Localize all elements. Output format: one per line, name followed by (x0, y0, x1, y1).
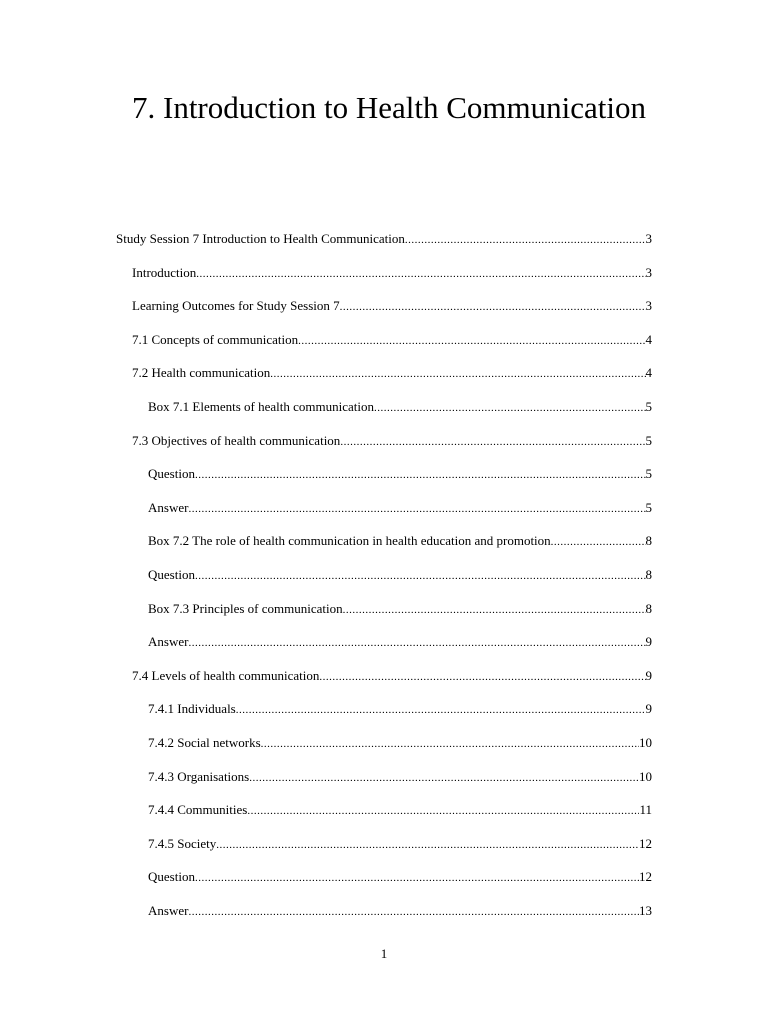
toc-leader-dots (249, 768, 639, 788)
toc-leader-dots (216, 835, 639, 855)
toc-leader-dots (195, 868, 639, 888)
toc-entry-page: 5 (645, 433, 652, 448)
toc-entry[interactable] (116, 229, 652, 249)
toc-entry-label: Box 7.3 Principles of communication (148, 601, 343, 616)
toc-entry[interactable] (148, 867, 652, 887)
toc-leader-dots (261, 734, 639, 754)
toc-entry-page: 4 (645, 365, 652, 380)
toc-entry-page: 5 (645, 399, 652, 414)
toc-entry[interactable] (132, 263, 652, 283)
toc-entry-label: 7.4 Levels of health communication (132, 668, 320, 683)
toc-entry[interactable] (132, 330, 652, 350)
toc-entry-label: 7.4.4 Communities (148, 802, 248, 817)
toc-entry-label: Question (148, 567, 195, 582)
toc-entry[interactable] (148, 464, 652, 484)
toc-leader-dots (188, 902, 639, 922)
toc-entry-label: 7.1 Concepts of communication (132, 332, 299, 347)
toc-entry-label: Learning Outcomes for Study Session 7 (132, 298, 340, 313)
toc-entry[interactable] (148, 632, 652, 652)
toc-leader-dots (405, 230, 646, 250)
toc-entry-page: 10 (639, 735, 652, 750)
toc-entry-page: 13 (639, 903, 652, 918)
toc-entry[interactable] (148, 699, 652, 719)
toc-entry-page: 3 (645, 231, 652, 246)
toc-entry[interactable] (132, 431, 652, 451)
toc-entry[interactable] (148, 733, 652, 753)
toc-entry[interactable] (148, 397, 652, 417)
toc-leader-dots (270, 364, 645, 384)
toc-entry-page: 3 (645, 265, 652, 280)
toc-entry-label: Box 7.1 Elements of health communication (148, 399, 375, 414)
toc-entry-page: 8 (645, 533, 652, 548)
toc-entry-label: Study Session 7 Introduction to Health Communication (116, 231, 405, 246)
toc-leader-dots (319, 667, 645, 687)
toc-leader-dots (247, 801, 639, 821)
toc-entry-page: 4 (645, 332, 652, 347)
toc-entry-label: 7.2 Health communication (132, 365, 271, 380)
toc-entry[interactable] (132, 666, 652, 686)
toc-leader-dots (343, 600, 646, 620)
toc-entry-label: 7.4.3 Organisations (148, 769, 250, 784)
toc-leader-dots (340, 432, 645, 452)
toc-leader-dots (195, 566, 646, 586)
toc-entry-page: 10 (639, 769, 652, 784)
toc-entry-label: Answer (148, 903, 189, 918)
page-number: 1 (380, 946, 388, 961)
toc-entry[interactable] (148, 901, 652, 921)
toc-entry-page: 8 (645, 601, 652, 616)
toc-entry[interactable] (148, 800, 652, 820)
toc-leader-dots (236, 700, 646, 720)
toc-entry-label: Question (148, 869, 195, 884)
toc-entry-page: 5 (645, 500, 652, 515)
toc-entry[interactable] (148, 565, 652, 585)
toc-entry-page: 9 (645, 634, 652, 649)
toc-entry[interactable] (132, 296, 652, 316)
toc-entry-page: 5 (645, 466, 652, 481)
toc-entry[interactable] (148, 599, 652, 619)
toc-entry-page: 9 (645, 701, 652, 716)
toc-entry-label: Box 7.2 The role of health communication in health education and promotion (148, 533, 551, 548)
toc-leader-dots (374, 398, 645, 418)
toc-entry-page: 3 (645, 298, 652, 313)
toc-leader-dots (551, 532, 646, 552)
toc-entry-label: Answer (148, 634, 189, 649)
toc-leader-dots (196, 264, 645, 284)
toc-entry-label: Introduction (132, 265, 197, 280)
toc-leader-dots (340, 297, 646, 317)
toc-entry[interactable] (148, 498, 652, 518)
toc-entry-label: Question (148, 466, 195, 481)
toc-entry-label: Answer (148, 500, 189, 515)
document-title: 7. Introduction to Health Communication (132, 90, 646, 125)
toc-entry[interactable] (148, 531, 652, 551)
toc-leader-dots (188, 633, 645, 653)
toc-entry-label: 7.4.1 Individuals (148, 701, 236, 716)
toc-entry-page: 9 (645, 668, 652, 683)
toc-entry[interactable] (148, 834, 652, 854)
toc-entry-page: 12 (639, 869, 652, 884)
toc-leader-dots (188, 499, 645, 519)
toc-entry[interactable] (148, 767, 652, 787)
toc-entry-label: 7.4.5 Society (148, 836, 217, 851)
toc-entry-label: 7.3 Objectives of health communication (132, 433, 341, 448)
toc-leader-dots (298, 331, 645, 351)
toc-entry-page: 11 (639, 802, 652, 817)
toc-entry-page: 8 (645, 567, 652, 582)
toc-leader-dots (195, 465, 646, 485)
toc-entry-label: 7.4.2 Social networks (148, 735, 261, 750)
toc-entry[interactable] (132, 363, 652, 383)
toc-entry-page: 12 (639, 836, 652, 851)
